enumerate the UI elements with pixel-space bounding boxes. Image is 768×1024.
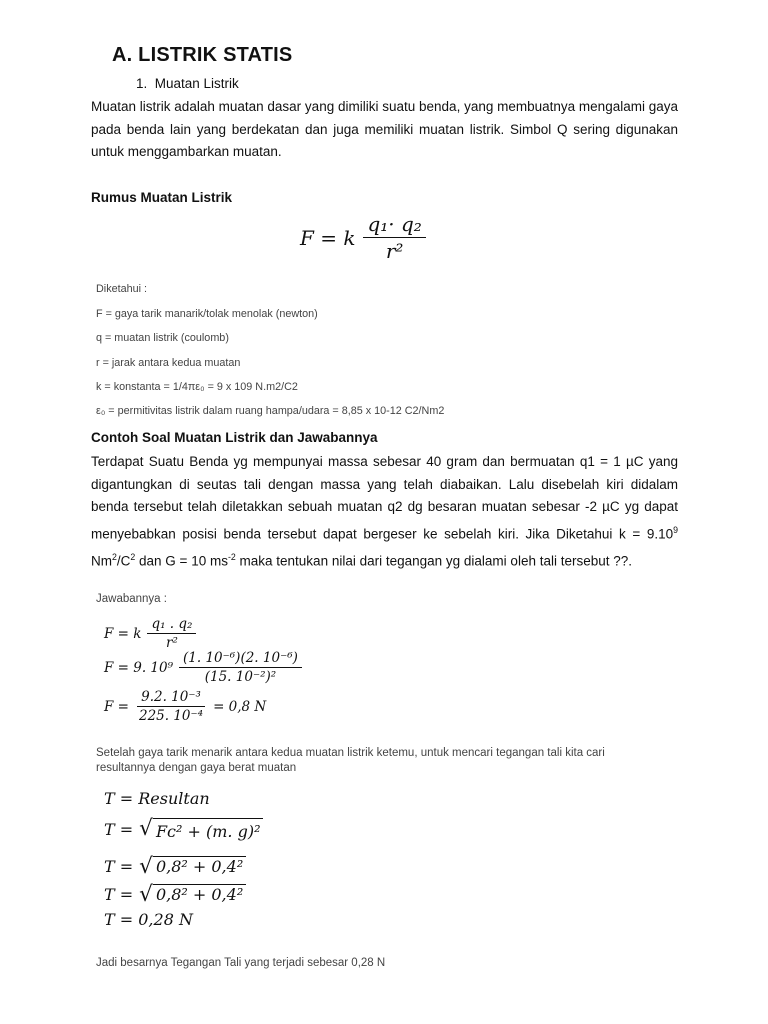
formula-denominator: r² (385, 239, 404, 263)
example-paragraph: Terdapat Suatu Benda yg mempunyai massa sebesar 40 gram dan bermuatan q1 = 1 µC yang digantungkan di seutas tali dengan massa yang telah diabaikan. Lalu disebelah kiri didalam benda tersebut telah diletakkan sebuah muatan q2 dg besaran muatan sebesar -2 µC yg dapat menyebabkan posisi benda tersebut dapat bergeser ke sebelah kiri. Jika Diketahui $k = 9.10^9$ $Nm^2/C^2$ dan G = 10 $ms^{-2}$ maka tentukan nilai dari tegangan yg dialami oleh tali tersebut ??. (91, 454, 678, 568)
t-sqrt-formula: T = √ Fᴄ² + (m. g)² (104, 818, 263, 841)
equation-2: F = 9. 10⁹ $\frac{\text{(1. 10⁻⁶)(2. 10⁻⁶)}}{\text{(15. 10⁻²)²}}$ (104, 650, 302, 685)
formula-lhs: F = k (300, 225, 356, 250)
equation-3: F = $\frac{\text{9.2. 10⁻³}}{\text{225. 10⁻⁴}}$ = 0,8 N (104, 689, 267, 724)
diketahui-item: F = gaya tarik manarik/tolak menolak (newton) (96, 308, 318, 320)
t-resultan: T = Resultan (104, 789, 210, 808)
t-result: T = 0,28 N (104, 910, 193, 929)
example-title: Contoh Soal Muatan Listrik dan Jawabannya (91, 430, 378, 445)
main-formula (300, 212, 426, 263)
formula-title: Rumus Muatan Listrik (91, 190, 233, 205)
diketahui-item: r = jarak antara kedua muatan (96, 357, 241, 369)
section-heading: A. LISTRIK STATIS (112, 44, 293, 66)
t-sqrt-values: T = √ 0,8² + 0,4² (104, 856, 246, 878)
equation-1: F = k $\frac{\text{q₁ . q₂}}{\text{r²}}$ (104, 616, 196, 651)
jawaban-title: Jawabannya : (96, 593, 167, 605)
formula-numerator: q₁· q₂ (363, 212, 425, 238)
diketahui-item: ε₀ = permitivitas listrik dalam ruang hampa/udara = 8,85 x 10-12 C2/Nm2 (96, 405, 445, 417)
t-sqrt-values-repeat: T = √ 0,8² + 0,4² (104, 884, 246, 906)
subsection-title: 1. Muatan Listrik (136, 76, 239, 91)
diketahui-title: Diketahui : (96, 283, 148, 295)
diketahui-item: q = muatan listrik (coulomb) (96, 332, 229, 344)
diketahui-item: k = konstanta = 1/4πε₀ = 9 x 109 N.m2/C2 (96, 381, 298, 393)
intro-paragraph: Muatan listrik adalah muatan dasar yang dimiliki suatu benda, yang membuatnya mengalami gaya pada benda lain yang berdekatan dan juga memiliki muatan listrik. Simbol Q sering digunakan untuk menggambarkan muatan. (91, 99, 678, 159)
conclusion: Jadi besarnya Tegangan Tali yang terjadi sebesar 0,28 N (96, 957, 386, 969)
resultant-note: Setelah gaya tarik menarik antara kedua muatan listrik ketemu, untuk mencari tegangan tali kita cari resultannya dengan gaya berat muatan (96, 747, 605, 774)
